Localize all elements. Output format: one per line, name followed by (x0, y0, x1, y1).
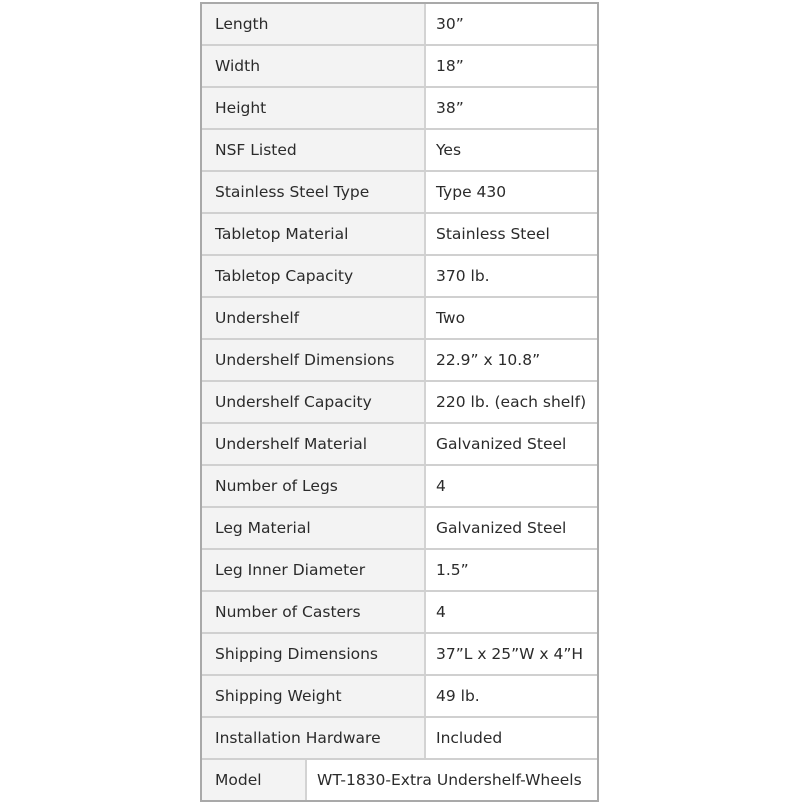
spec-row-installation-hardware (202, 718, 597, 760)
spec-label: Length (202, 4, 426, 44)
spec-label: Height (202, 88, 426, 128)
spec-value: 18” (426, 46, 597, 86)
spec-row-nsf-listed (202, 130, 597, 172)
spec-value: 38” (426, 88, 597, 128)
spec-value: 37”L x 25”W x 4”H (426, 634, 597, 674)
spec-row-tabletop-capacity (202, 256, 597, 298)
spec-value: 1.5” (426, 550, 597, 590)
spec-value: 30” (426, 4, 597, 44)
spec-value: Yes (426, 130, 597, 170)
spec-row-shipping-dimensions (202, 634, 597, 676)
spec-label: Leg Material (202, 508, 426, 548)
spec-value: Galvanized Steel (426, 508, 597, 548)
model-value: WT-1830-Extra Undershelf-Wheels (307, 760, 597, 800)
spec-value: Two (426, 298, 597, 338)
spec-label: Leg Inner Diameter (202, 550, 426, 590)
spec-row-number-of-casters (202, 592, 597, 634)
spec-value: 22.9” x 10.8” (426, 340, 597, 380)
spec-label: Tabletop Capacity (202, 256, 426, 296)
spec-row-undershelf (202, 298, 597, 340)
spec-value: 4 (426, 466, 597, 506)
spec-label: Undershelf Material (202, 424, 426, 464)
spec-value: 220 lb. (each shelf) (426, 382, 597, 422)
spec-label: Stainless Steel Type (202, 172, 426, 212)
spec-value: Included (426, 718, 597, 758)
spec-row-width (202, 46, 597, 88)
spec-label: NSF Listed (202, 130, 426, 170)
spec-row-stainless-steel-type (202, 172, 597, 214)
model-label: Model (202, 760, 307, 800)
spec-row-tabletop-material (202, 214, 597, 256)
spec-label: Tabletop Material (202, 214, 426, 254)
spec-label: Number of Legs (202, 466, 426, 506)
spec-label: Shipping Weight (202, 676, 426, 716)
spec-row-undershelf-dimensions (202, 340, 597, 382)
spec-value: 370 lb. (426, 256, 597, 296)
spec-row-model (202, 760, 597, 800)
spec-label: Shipping Dimensions (202, 634, 426, 674)
spec-row-number-of-legs (202, 466, 597, 508)
spec-row-shipping-weight (202, 676, 597, 718)
spec-value: Stainless Steel (426, 214, 597, 254)
spec-value: 49 lb. (426, 676, 597, 716)
spec-row-undershelf-capacity (202, 382, 597, 424)
spec-value: 4 (426, 592, 597, 632)
spec-label: Undershelf (202, 298, 426, 338)
spec-label: Width (202, 46, 426, 86)
spec-value: Galvanized Steel (426, 424, 597, 464)
spec-row-undershelf-material (202, 424, 597, 466)
spec-label: Installation Hardware (202, 718, 426, 758)
spec-label: Number of Casters (202, 592, 426, 632)
spec-value: Type 430 (426, 172, 597, 212)
spec-label: Undershelf Dimensions (202, 340, 426, 380)
spec-row-leg-material (202, 508, 597, 550)
spec-row-length (202, 4, 597, 46)
spec-label: Undershelf Capacity (202, 382, 426, 422)
spec-row-height (202, 88, 597, 130)
spec-row-leg-inner-diameter (202, 550, 597, 592)
spec-table (200, 2, 599, 802)
